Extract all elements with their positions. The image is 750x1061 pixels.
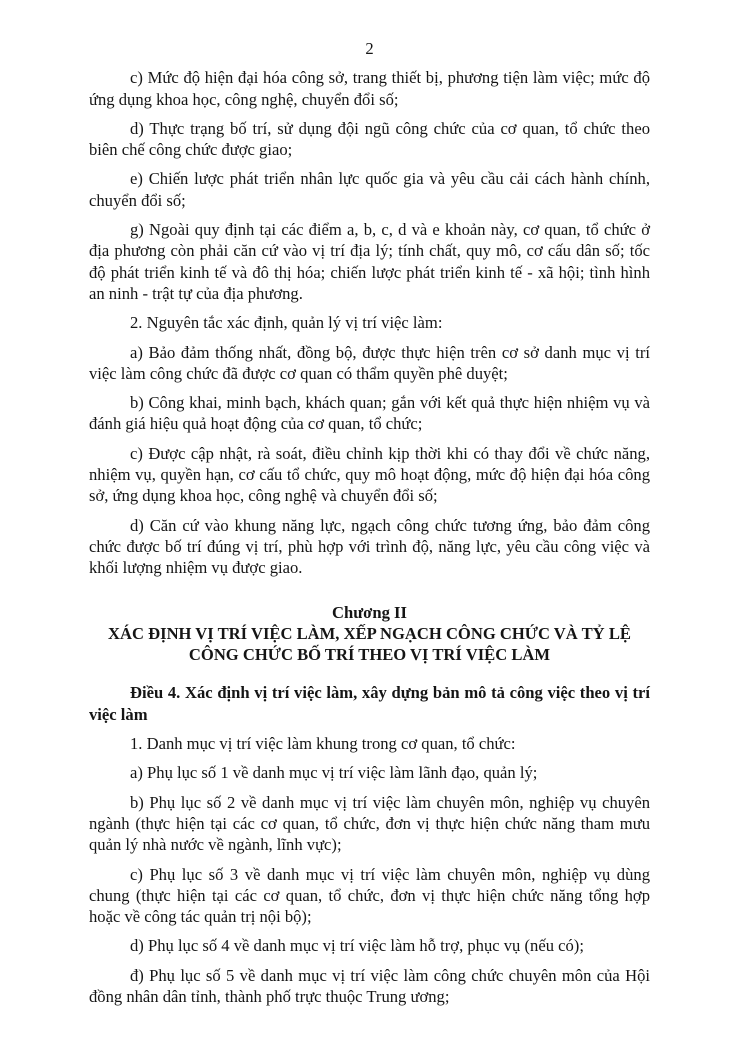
- paragraph: b) Phụ lục số 2 về danh mục vị trí việc làm chuyên môn, nghiệp vụ chuyên ngành (thực hiện tại các cơ quan, tổ chức, đơn vị thực hiện chức năng tham mưu quản lý nhà nước về ngành, lĩnh vực);: [89, 792, 650, 855]
- paragraph: b) Công khai, minh bạch, khách quan; gắn với kết quả thực hiện nhiệm vụ và đánh giá hiệu quả hoạt động của cơ quan, tổ chức;: [89, 393, 650, 434]
- paragraph: a) Bảo đảm thống nhất, đồng bộ, được thực hiện trên cơ sở danh mục vị trí việc làm công chức đã được cơ quan có thẩm quyền phê duyệt;: [89, 342, 650, 383]
- paragraph: d) Thực trạng bố trí, sử dụng đội ngũ công chức của cơ quan, tổ chức theo biên chế công chức được giao;: [89, 118, 650, 160]
- chapter-label: Chương II: [332, 602, 407, 622]
- paragraph: c) Mức độ hiện đại hóa công sở, trang thiết bị, phương tiện làm việc; mức độ ứng dụng khoa học, công nghệ, chuyển đổi số;: [89, 68, 650, 109]
- paragraph: d) Phụ lục số 4 về danh mục vị trí việc làm hỗ trợ, phục vụ (nếu có);: [130, 936, 584, 956]
- paragraph: 2. Nguyên tắc xác định, quản lý vị trí việc làm:: [130, 313, 443, 333]
- page-number: 2: [365, 39, 374, 58]
- document-body: [89, 67, 650, 1007]
- paragraph: d) Căn cứ vào khung năng lực, ngạch công chức tương ứng, bảo đảm công chức được bố trí đúng vị trí, phù hợp với trình độ, năng lực, yêu cầu công việc và khối lượng nhiệm vụ được giao.: [89, 515, 650, 578]
- article-heading: Điều 4. Xác định vị trí việc làm, xây dựng bản mô tả công việc theo vị trí việc làm: [89, 683, 650, 724]
- paragraph: c) Phụ lục số 3 về danh mục vị trí việc làm chuyên môn, nghiệp vụ dùng chung (thực hiện tại các cơ quan, tổ chức, đơn vị thực hiện chức năng tổng hợp hoặc về công tác quản trị nội bộ);: [89, 864, 650, 927]
- paragraph: e) Chiến lược phát triển nhân lực quốc gia và yêu cầu cải cách hành chính, chuyển đổi số;: [89, 169, 650, 210]
- paragraph: c) Được cập nhật, rà soát, điều chỉnh kịp thời khi có thay đổi về chức năng, nhiệm vụ, quyền hạn, cơ cấu tổ chức, quy mô hoạt động, mức độ hiện đại hóa công sở, ứng dụng khoa học, công nghệ và chuyển đổi số;: [89, 443, 650, 506]
- paragraph: 1. Danh mục vị trí việc làm khung trong cơ quan, tổ chức:: [130, 734, 516, 754]
- chapter-title: XÁC ĐỊNH VỊ TRÍ VIỆC LÀM, XẾP NGẠCH CÔNG CHỨC VÀ TỶ LỆ CÔNG CHỨC BỐ TRÍ THEO VỊ TRÍ VIỆC LÀM: [108, 623, 631, 665]
- paragraph: g) Ngoài quy định tại các điểm a, b, c, d và e khoản này, cơ quan, tổ chức ở địa phương còn phải căn cứ vào vị trí địa lý; tính chất, quy mô, cơ cấu dân số; tốc độ phát triển kinh tế và đô thị hóa; chiến lược phát triển kinh tế - xã hội; tình hình an ninh - trật tự của địa phương.: [89, 220, 650, 303]
- paragraph: a) Phụ lục số 1 về danh mục vị trí việc làm lãnh đạo, quản lý;: [130, 763, 538, 783]
- paragraph: đ) Phụ lục số 5 về danh mục vị trí việc làm công chức chuyên môn của Hội đồng nhân dân tỉnh, thành phố trực thuộc Trung ương;: [89, 965, 650, 1006]
